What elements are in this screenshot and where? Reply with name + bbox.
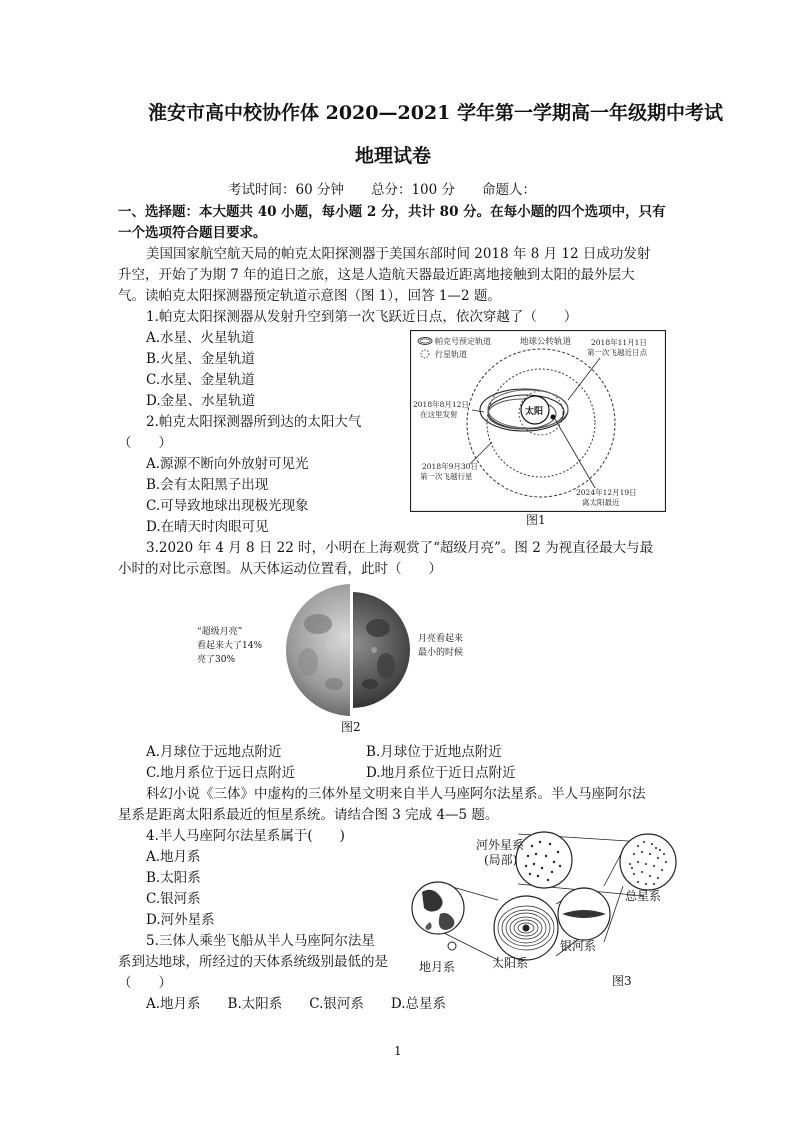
q5-stem-line1: 5.三体人乘坐飞船从半人马座阿尔法星: [146, 933, 375, 949]
fig2-left-label2: 看起来大了14%: [197, 641, 263, 651]
annot-flyby-text: 第一次飞越行星: [420, 472, 473, 481]
fig2-left-label1: “超级月亮”: [197, 627, 243, 637]
figure3-caption: 图3: [612, 974, 632, 988]
solar-system-icon: [494, 896, 558, 960]
q4-option-b: B.太阳系: [146, 870, 201, 886]
page-number: 1: [394, 1044, 402, 1058]
passage1-line3: 气。读帕克太阳探测器预定轨道示意图（图 1），回答 1—2 题。: [118, 288, 501, 304]
passage1-line1: 美国国家航空航天局的帕克太阳探测器于美国东部时间 2018 年 8 月 12 日成功发射: [146, 246, 651, 262]
annot-closest-date: 2024年12月19日: [576, 488, 637, 497]
paper-subtitle: 地理试卷: [355, 145, 432, 167]
sun-label: 太阳: [525, 407, 544, 417]
exam-info: 考试时间：60 分钟 总分：100 分 命题人：: [228, 182, 537, 198]
annot-closest-text: 离太阳最近: [582, 498, 620, 507]
label-total-universe: 总星系: [625, 889, 662, 903]
fig2-right-label2: 最小的时候: [418, 648, 464, 658]
passage2-line1: 科幻小说《三体》中虚构的三体外星文明来自半人马座阿尔法星系。半人马座阿尔法: [146, 786, 646, 802]
figure2-moon-comparison: [278, 584, 430, 716]
q3-option-d: D.地月系位于近日点附近: [366, 765, 516, 781]
q3-option-a: A.月球位于远地点附近: [146, 744, 282, 760]
label-extragalactic: 河外星系: [476, 838, 525, 852]
observable-universe-icon: [620, 834, 676, 890]
figure2-caption: 图2: [341, 720, 361, 734]
closest-approach-point: [551, 415, 556, 420]
annot-first-perihelion-date: 2018年11月1日: [591, 338, 647, 347]
q2-option-a: A.源源不断向外放射可见光: [146, 456, 309, 472]
q2-option-b: B.会有太阳黑子出现: [146, 477, 269, 493]
annot-flyby-date: 2018年9月30日: [422, 462, 478, 471]
q4-option-a: A.地月系: [146, 849, 201, 865]
exam-title: 淮安市高中校协作体 2020—2021 学年第一学期高一年级期中考试: [148, 102, 723, 124]
q2-option-d: D.在晴天时肉眼可见: [146, 519, 269, 535]
extragalactic-galaxies-icon: [516, 832, 572, 888]
section-heading-line1: 一、选择题：本大题共 40 小题，每小题 2 分，共计 80 分。在每小题的四个选项中，只有: [118, 204, 666, 220]
label-milky-way: 银河系: [560, 939, 597, 953]
passage1-line2: 升空，开始了为期 7 年的追日之旅，这是人造航天器最近距离地接触到太阳的最外层大: [118, 267, 635, 283]
q1-option-b: B.火星、金星轨道: [146, 351, 255, 367]
q5-options: A.地月系 B.太阳系 C.银河系 D.总星系: [146, 996, 447, 1012]
figure1-orbit-diagram: [410, 330, 666, 512]
q1-option-c: C.水星、金星轨道: [146, 372, 255, 388]
earth-orbit-label: 地球公转轨道: [520, 337, 572, 347]
q1-option-a: A.水星、火星轨道: [146, 330, 255, 346]
q2-stem-line2: （ ）: [118, 435, 172, 451]
passage2-line2: 星系是距离太阳系最近的恒星系统。请结合图 3 完成 4—5 题。: [118, 807, 499, 823]
q2-option-c: C.可导致地球出现极光现象: [146, 498, 309, 514]
q5-stem-line3: （ ）: [118, 975, 172, 991]
label-earth-moon: 地月系: [419, 960, 456, 974]
q4-stem: 4.半人马座阿尔法星系属于( ): [146, 828, 345, 844]
label-extragalactic-local: (局部): [484, 853, 518, 867]
q4-option-d: D.河外星系: [146, 912, 215, 928]
annot-first-perihelion-text: 第一次飞越近日点: [587, 348, 647, 357]
q2-stem-line1: 2.帕克太阳探测器所到达的太阳大气: [146, 414, 362, 430]
q3-option-c: C.地月系位于远日点附近: [146, 765, 296, 781]
figure1-caption: 图1: [526, 513, 546, 527]
annot-launch-text: 在这里发射: [420, 410, 458, 419]
q1-stem: 1.帕克太阳探测器从发射升空到第一次飞跃近日点，依次穿越了（ ）: [146, 309, 578, 325]
annot-launch-date: 2018年8月12日: [413, 400, 469, 409]
q5-stem-line2: 系到达地球，所经过的天体系统级别最低的是: [118, 954, 388, 970]
q1-option-d: D.金星、水星轨道: [146, 393, 256, 409]
milky-way-icon: [558, 888, 610, 940]
label-solar-system: 太阳系: [492, 956, 529, 970]
fig2-left-label3: 亮了30%: [197, 655, 236, 665]
q4-option-c: C.银河系: [146, 891, 201, 907]
legend-probe-orbit-label: 帕克号预定轨道: [435, 337, 491, 346]
q3-stem-line1: 3.2020 年 4 月 8 日 22 时，小明在上海观赏了“超级月亮”。图 2 为视直径最大与最: [146, 540, 654, 556]
legend-planet-orbit-label: 行星轨道: [435, 350, 467, 359]
q3-option-b: B.月球位于近地点附近: [366, 744, 502, 760]
q3-stem-line2: 小时的对比示意图。从天体运动位置看，此时（ ）: [118, 561, 442, 577]
section-heading-line2: 一个选项符合题目要求。: [118, 225, 267, 241]
earth-moon-system-icon: [412, 882, 464, 950]
fig2-right-label1: 月亮看起来: [418, 634, 464, 644]
